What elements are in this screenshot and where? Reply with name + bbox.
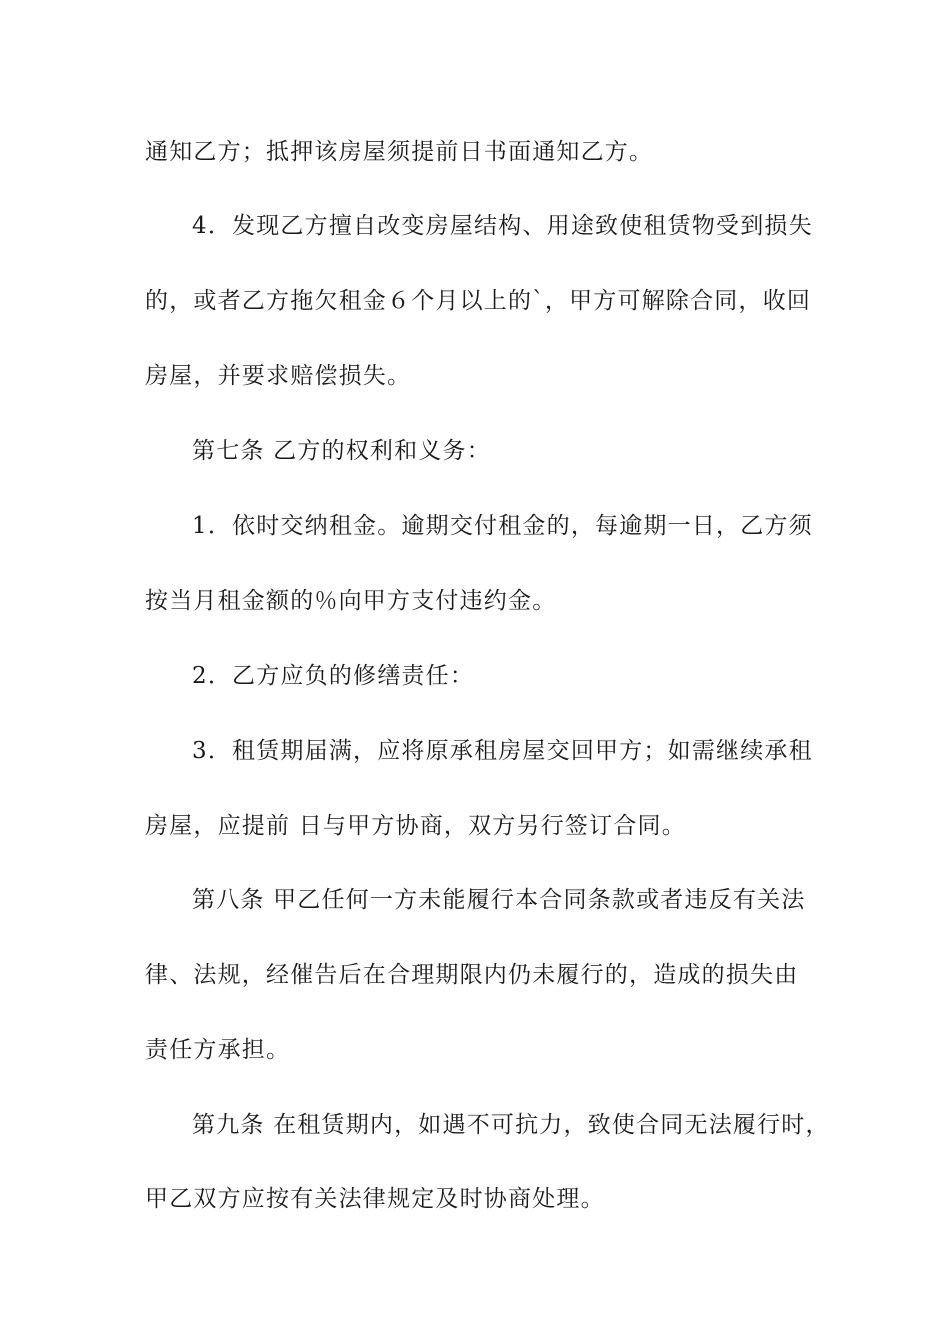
text-line: 1．依时交纳租金。逾期交付租金的，每逾期一日，乙方须 <box>192 513 813 539</box>
text-line: 的，或者乙方拖欠租金６个月以上的`，甲方可解除合同，收回 <box>145 288 812 314</box>
text-line: 第七条 乙方的权利和义务： <box>192 438 491 464</box>
text-line: 律、法规，经催告后在合理期限内仍未履行的，造成的损失由 <box>145 962 799 988</box>
text-line: 2．乙方应负的修缮责任： <box>192 663 475 689</box>
text-line: 第九条 在租赁期内，如遇不可抗力，致使合同无法履行时， <box>192 1112 830 1138</box>
text-line: 责任方承担。 <box>145 1037 291 1063</box>
text-line: 4．发现乙方擅自改变房屋结构、用途致使租赁物受到损失 <box>192 213 813 239</box>
text-line: 3．租赁期届满，应将原承租房屋交回甲方；如需继续承租 <box>192 738 813 764</box>
text-line: 甲乙双方应按有关法律规定及时协商处理。 <box>145 1186 605 1212</box>
text-line: 房屋，应提前 日与甲方协商，双方另行签订合同。 <box>145 813 686 839</box>
text-line: 按当月租金额的％向甲方支付违约金。 <box>145 588 557 614</box>
text-line: 第八条 甲乙任何一方未能履行本合同条款或者违反有关法 <box>192 887 806 913</box>
text-line: 房屋，并要求赔偿损失。 <box>145 363 412 389</box>
text-line: 通知乙方；抵押该房屋须提前日书面通知乙方。 <box>145 139 654 165</box>
